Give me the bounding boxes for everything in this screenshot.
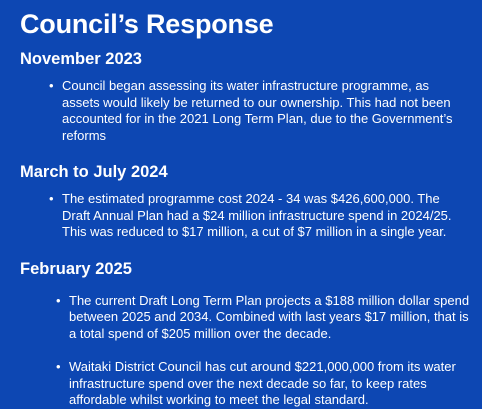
bullet-icon: • (56, 359, 61, 374)
list-item (56, 292, 470, 343)
list-item-text: Waitaki District Council has cut around $221,000,000 from its water infrastructure spend over the next decade so far, to keep rates affordable whilst working to meet the legal standard. (69, 359, 456, 407)
list-item-text: The current Draft Long Term Plan projects a $188 million dollar spend between 2025 and 2034. Combined with last years $17 million, that is a total spend of $205 million over the decade. (69, 292, 470, 341)
page-title: Council’s Response (20, 9, 274, 39)
list-item (56, 359, 470, 409)
bullet-list (56, 292, 470, 409)
section-february-2025 (20, 258, 470, 409)
list-item-text: Council began assessing its water infrastructure programme, as assets would likely be returned to our ownership. This had not been accounted for in the 2021 Long Term Plan, due to the Government’s reforms (62, 78, 453, 143)
bullet-icon: • (56, 292, 61, 308)
bullet-list (49, 78, 470, 144)
bullet-list (49, 191, 470, 241)
list-item-text: The estimated programme cost 2024 - 34 was $426,600,000. The Draft Annual Plan had a $24 million infrastructure spend in 2024/25. This was reduced to $17 million, a cut of $7 million in a single year. (62, 191, 452, 239)
section-heading: March to July 2024 (20, 163, 168, 181)
bullet-icon: • (49, 78, 54, 93)
section-heading: February 2025 (20, 259, 132, 278)
section-heading: November 2023 (20, 50, 142, 68)
section-march-july-2024 (20, 161, 470, 241)
section-november-2023 (20, 48, 470, 144)
bullet-icon: • (49, 191, 54, 206)
list-item (49, 191, 470, 241)
list-item (49, 78, 470, 144)
